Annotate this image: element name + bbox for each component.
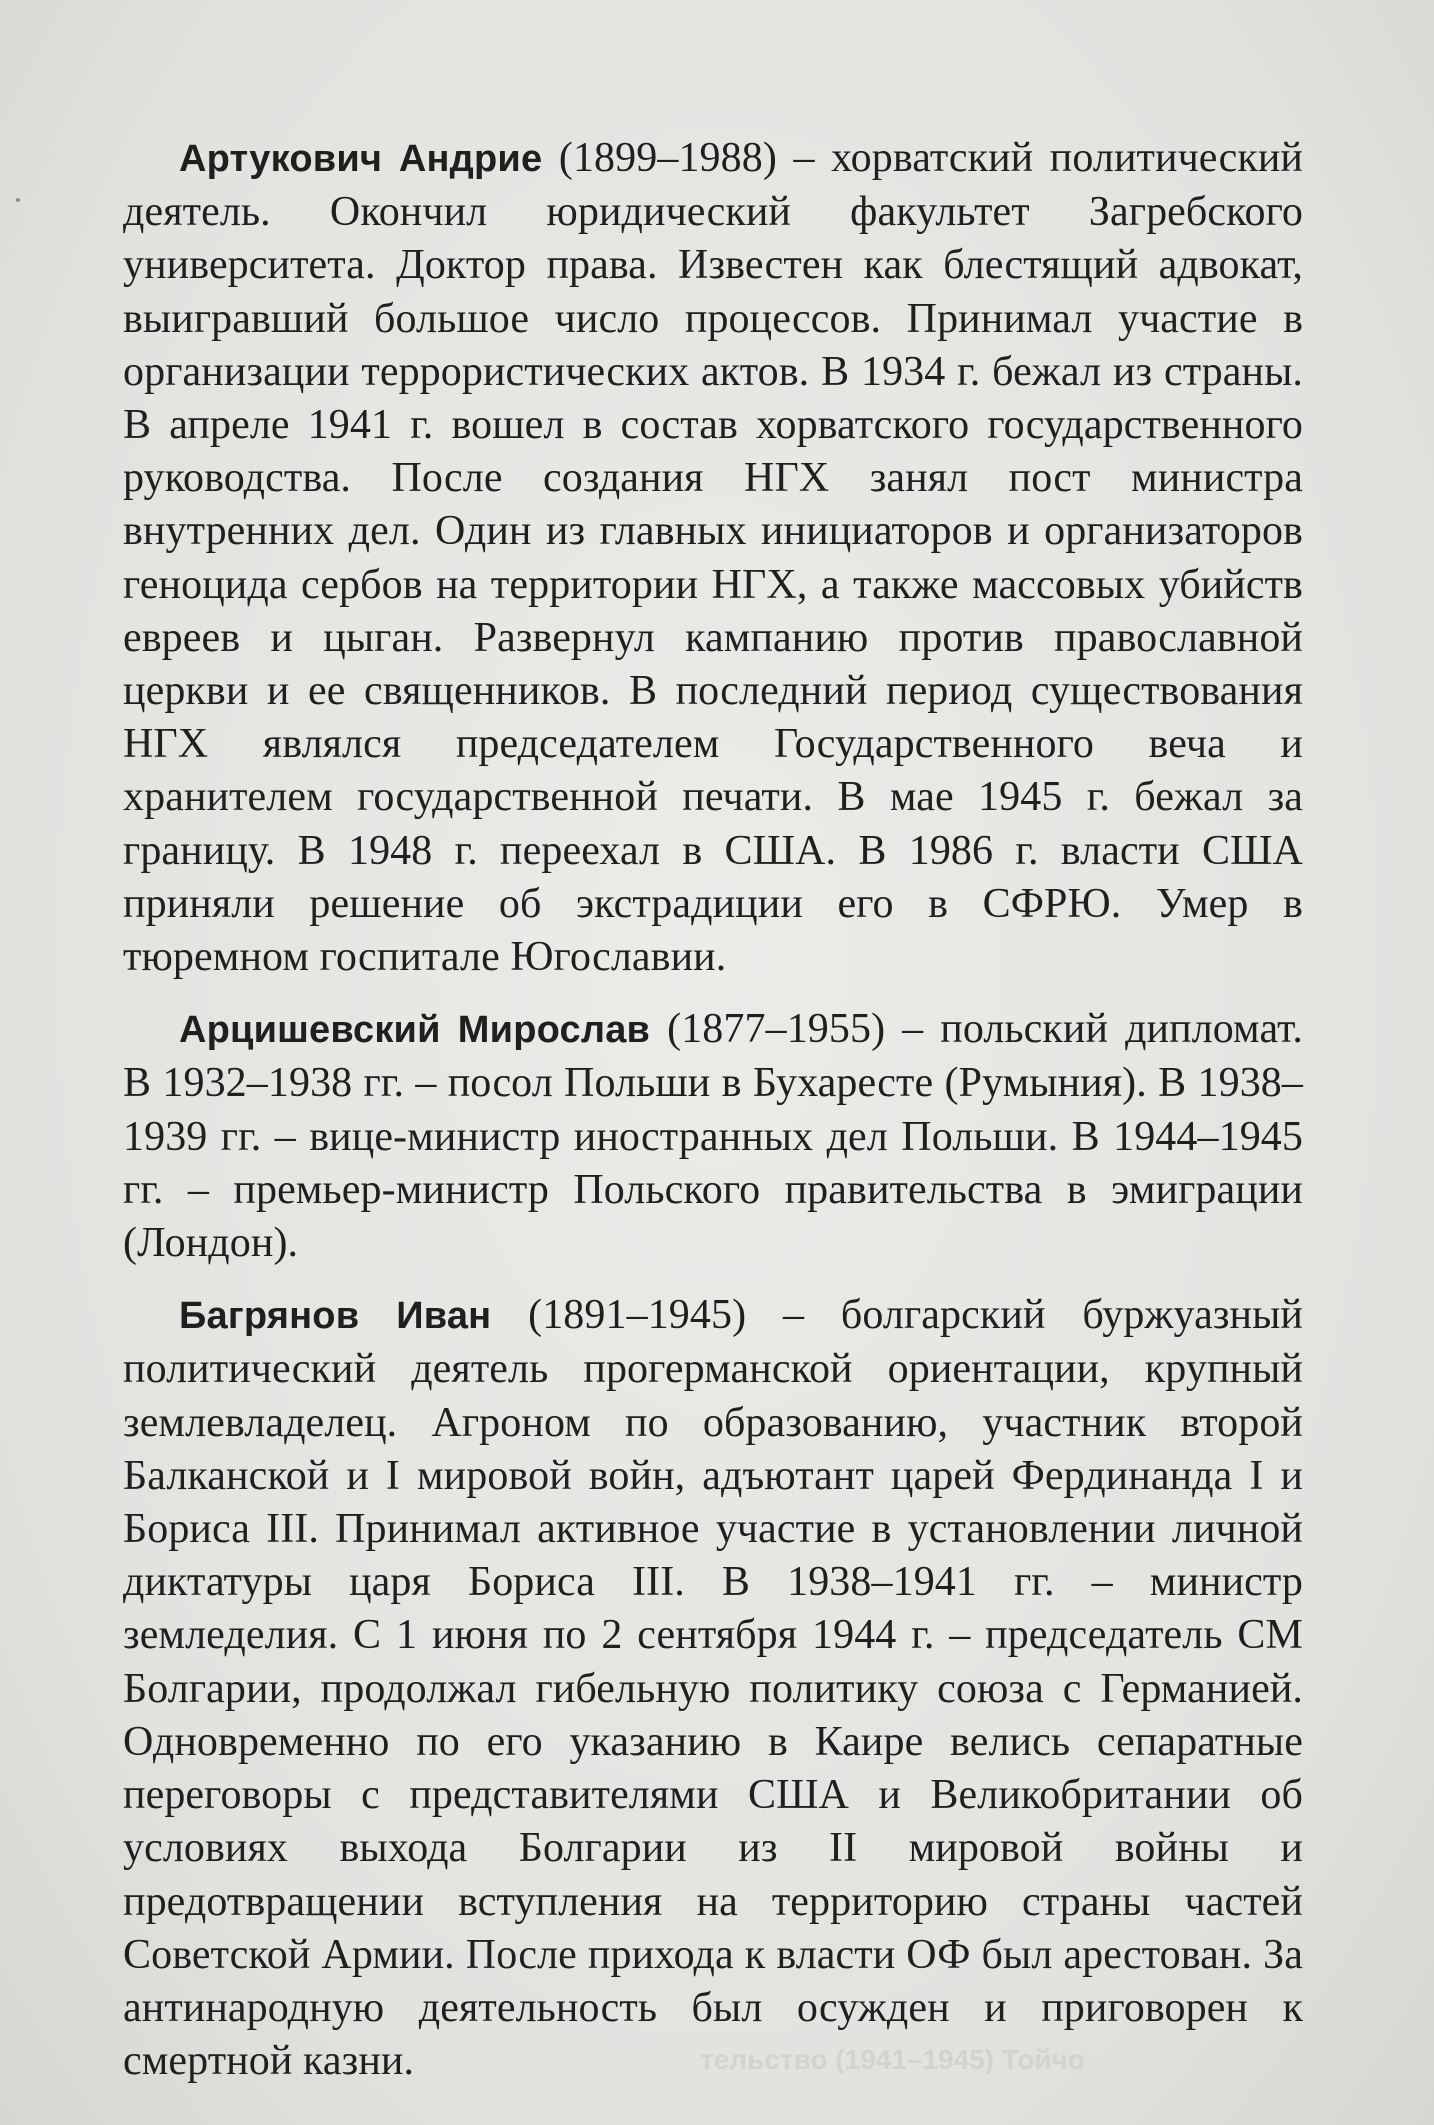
biography-entries bbox=[123, 132, 1303, 2088]
entry-artsishevsky bbox=[123, 1003, 1303, 1270]
entry-text: (1891–1945) – болгарский буржуазный политический деятель прогерманской ориентации, крупный землевладелец. Агроном по образованию, участник второй Балканской и I мировой войн, адъютант царей Фердинанда I и Бориса III. Принимал активное участие в установлении личной диктатуры царя Бориса III. В 1938–1941 гг. – министр земледелия. С 1 июня по 2 сентября 1944 г. – председатель СМ Болгарии, продолжал гибельную политику союза с Германией. Одновременно по его указанию в Каире велись сепаратные переговоры с представителями США и Великобритании об условиях выхода Болгарии из II мировой войны и предотвращении вступления на территорию страны частей Советской Армии. После прихода к власти ОФ был арестован. За антинародную деятельность был осужден и приговорен к смертной казни. bbox=[123, 1292, 1303, 2085]
entry-text: (1899–1988) – хорватский политический деятель. Окончил юридический факультет Загребского университета. Доктор права. Известен как блестящий адвокат, выигравший большое число процессов. Принимал участие в организации террористических актов. В 1934 г. бежал из страны. В апреле 1941 г. вошел в состав хорватского государственного руководства. После создания НГХ занял пост министра внутренних дел. Один из главных инициаторов и организаторов геноцида сербов на территории НГХ, а также массовых убийств евреев и цыган. Развернул кампанию против православной церкви и ее священников. В последний период существования НГХ являлся председателем Государственного веча и хранителем государственной печати. В мае 1945 г. бежал за границу. В 1948 г. переехал в США. В 1986 г. власти США приняли решение об экстрадиции его в СФРЮ. Умер в тюремном госпитале Югославии. bbox=[123, 135, 1303, 981]
entry-name: Багрянов Иван bbox=[179, 1295, 492, 1338]
entry-name: Артукович Андрие bbox=[179, 138, 543, 180]
show-through-text: тельство (1941–1945) Тойчо bbox=[700, 2044, 1085, 2074]
entry-artukovich bbox=[123, 132, 1303, 984]
entry-text: (1877–1955) – польский дипломат. В 1932–1938 гг. – посол Польши в Бухаресте (Румыния). В 1938–1939 гг. – вице-министр иностранных дел Польши. В 1944–1945 гг. – премьер-министр Польского правительства в эмиграции (Лондон). bbox=[123, 1006, 1303, 1267]
page-speck bbox=[16, 198, 20, 202]
entry-bagryanov bbox=[123, 1289, 1303, 2088]
entry-name: Арцишевский Мирослав bbox=[179, 1009, 651, 1052]
